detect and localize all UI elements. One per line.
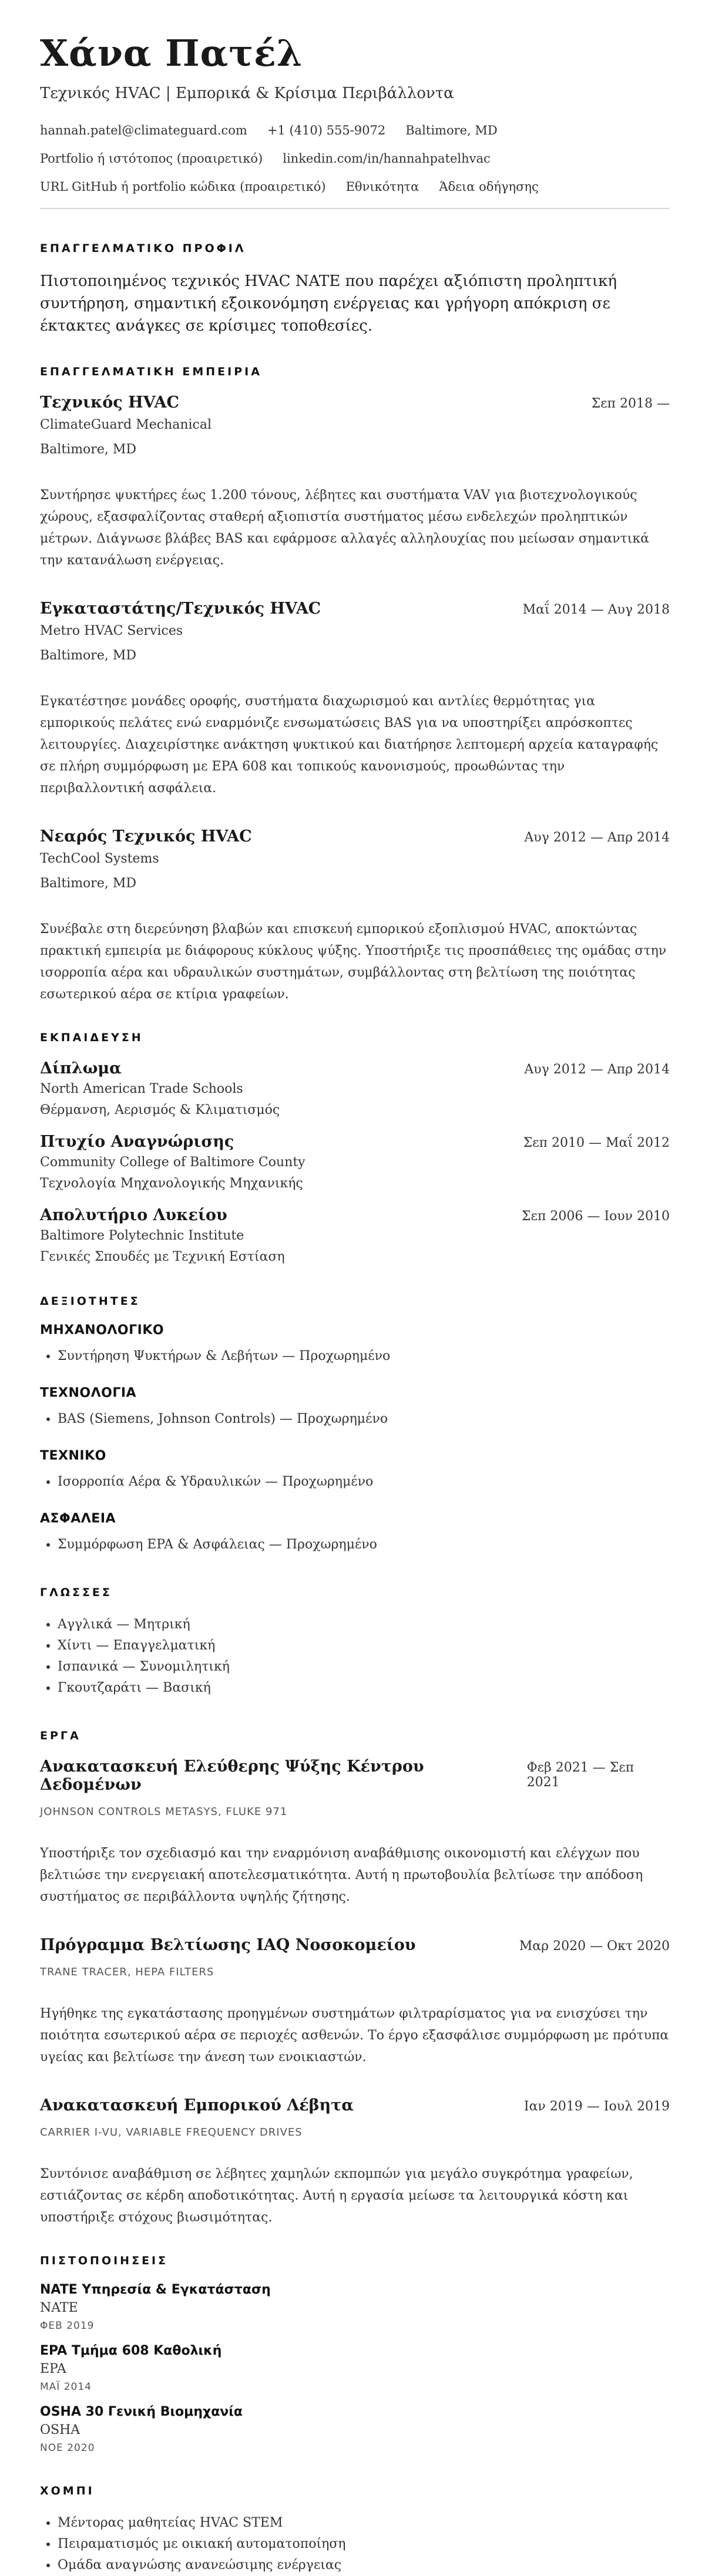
education-date: Σεπ 2006 — Ιουν 2010	[521, 1209, 670, 1224]
section-title-projects: ΕΡΓΑ	[40, 1729, 81, 1742]
skill-list	[40, 1346, 670, 1367]
education-item	[40, 1059, 670, 1120]
candidate-name: Χάνα Πατέλ	[40, 32, 303, 75]
certification-name: NATE Υπηρεσία & Εγκατάσταση	[40, 2282, 271, 2297]
degree-title: Δίπλωμα	[40, 1059, 122, 1077]
experience-item	[40, 600, 670, 799]
section-title-profile: ΕΠΑΓΓΕΛΜΑΤΙΚΟ ΠΡΟΦΙΛ	[40, 242, 246, 255]
education-item	[40, 1133, 670, 1193]
phone-link[interactable]: +1 (410) 555-9072	[267, 123, 386, 137]
skill-item: • BAS (Siemens, Johnson Controls) — Προχωρημένο	[58, 1409, 670, 1430]
certification-date: ΜΑΪ 2014	[40, 2381, 92, 2393]
language-item: • Αγγλικά — Μητρική	[58, 1614, 670, 1635]
project-item	[40, 2096, 670, 2228]
experience-item	[40, 393, 670, 571]
skill-category: ΤΕΧΝΙΚΟ	[40, 1449, 106, 1463]
certification-item	[40, 2282, 670, 2332]
certification-issuer: EPA	[40, 2362, 66, 2376]
project-description: Ηγήθηκε της εγκατάστασης προηγμένων συστημάτων φιλτραρίσματος για να ενισχύσει την ποιότητα εσωτερικού αέρα σε περιοχές ασθενών. Το έργο εξασφάλισε συμμόρφωση με πρότυπα υγείας και βελτίωσε την άνεση των ενοικιαστών.	[40, 2006, 669, 2065]
job-date: Σεπ 2018 —	[591, 396, 670, 411]
language-list	[40, 1614, 670, 1699]
project-item	[40, 1757, 670, 1908]
section-title-hobbies: ΧΟΜΠΙ	[40, 2484, 95, 2497]
project-tech: CARRIER I-VU, VARIABLE FREQUENCY DRIVES	[40, 2126, 303, 2139]
contact-row-2	[40, 151, 670, 166]
degree-title: Απολυτήριο Λυκείου	[40, 1206, 227, 1224]
section-title-experience: ΕΠΑΓΓΕΛΜΑΤΙΚΗ ΕΜΠΕΙΡΙΑ	[40, 365, 262, 378]
education-date: Αυγ 2012 — Απρ 2014	[524, 1062, 670, 1077]
email-link[interactable]: hannah.patel@climateguard.com	[40, 123, 247, 137]
field-of-study: Τεχνολογία Μηχανολογικής Μηχανικής	[40, 1176, 303, 1191]
project-date: Μαρ 2020 — Οκτ 2020	[519, 1939, 670, 1954]
job-title: Νεαρός Τεχνικός HVAC	[40, 827, 252, 846]
job-description: Εγκατέστησε μονάδες οροφής, συστήματα διαχωρισμού και αντλίες θερμότητας για εμπορικούς πελάτες ενώ εναρμόνιζε ενσωματώσεις BAS για να υποστηρίξει απρόσκοπτες λειτουργίες. Διαχειρίστηκε ανάκτηση ψυκτικού και διατήρησε λεπτομερή αρχεία καταγραφής σε πλήρη συμμόρφωση με EPA 608 και τοπικούς κανονισμούς, προωθώντας την περιβαλλοντική ασφάλεια.	[40, 694, 659, 796]
project-title: Πρόγραμμα Βελτίωσης IAQ Νοσοκομείου	[40, 1936, 416, 1954]
contact-row-3	[40, 180, 670, 194]
certification-date: ΦΕΒ 2019	[40, 2320, 95, 2332]
skill-item: • Συμμόρφωση EPA & Ασφάλειας — Προχωρημένο	[58, 1534, 670, 1555]
field-of-study: Θέρμανση, Αερισμός & Κλιματισμός	[40, 1103, 280, 1117]
hobby-item: • Μέντορας μαθητείας HVAC STEM	[58, 2513, 670, 2534]
project-tech: JOHNSON CONTROLS METASYS, FLUKE 971	[40, 1806, 288, 1818]
project-item	[40, 1936, 670, 2068]
job-title: Τεχνικός HVAC	[40, 393, 179, 412]
school-name: Baltimore Polytechnic Institute	[40, 1228, 244, 1243]
job-title: Εγκαταστάτης/Τεχνικός HVAC	[40, 600, 321, 618]
hobby-list	[40, 2513, 670, 2576]
certification-item	[40, 2405, 670, 2454]
location-text: Baltimore, MD	[405, 123, 498, 137]
job-location: Baltimore, MD	[40, 876, 136, 891]
project-date: Φεβ 2021 — Σεπ 2021	[526, 1760, 634, 1790]
skill-item: • Συντήρηση Ψυκτήρων & Λεβήτων — Προχωρημένο	[58, 1346, 670, 1367]
skill-item: • Ισορροπία Αέρα & Υδραυλικών — Προχωρημένο	[58, 1471, 670, 1493]
job-location: Baltimore, MD	[40, 648, 136, 663]
certification-name: EPA Τμήμα 608 Καθολική	[40, 2343, 222, 2358]
job-description: Συντήρησε ψυκτήρες έως 1.200 τόνους, λέβητες και συστήματα VAV για βιοτεχνολογικούς χώρους, εξασφαλίζοντας σταθερή αξιοπιστία συστήματος μέσω ενδελεχών προληπτικών μέτρων. Διάγνωσε βλάβες BAS και εφάρμοσε αλλαγές αλληλουχίας που μείωσαν σημαντικά την κατανάλωση ενέργειας.	[40, 488, 649, 568]
school-name: North American Trade Schools	[40, 1082, 243, 1096]
skill-category: ΜΗΧΑΝΟΛΟΓΙΚΟ	[40, 1323, 164, 1338]
hobby-item: • Ομάδα αναγνώσης ανανεώσιμης ενέργειας	[58, 2555, 670, 2576]
school-name: Community College of Baltimore County	[40, 1155, 306, 1170]
job-location: Baltimore, MD	[40, 442, 136, 457]
education-item	[40, 1206, 670, 1267]
skill-category: ΑΣΦΑΛΕΙΑ	[40, 1511, 116, 1526]
certification-issuer: OSHA	[40, 2423, 80, 2437]
project-title: Ανακατασκευή Εμπορικού Λέβητα	[40, 2096, 354, 2114]
hobby-item: • Πειραματισμός με οικιακή αυτοματοποίηση	[58, 2534, 670, 2555]
language-item: • Χίντι — Επαγγελματική	[58, 1635, 670, 1656]
certification-issuer: NATE	[40, 2301, 78, 2315]
profile-summary: Πιστοποιημένος τεχνικός HVAC NATE που παρέχει αξιόπιστη προληπτική συντήρηση, σημαντική εξοικονόμηση ενέργειας και γρήγορη απόκριση σε έκτακτες ανάγκες σε κρίσιμες τοποθεσίες.	[40, 272, 617, 335]
job-date: Μαΐ 2014 — Αυγ 2018	[522, 602, 670, 617]
job-date: Αυγ 2012 — Απρ 2014	[524, 830, 670, 845]
skill-list	[40, 1534, 670, 1555]
github-link[interactable]: URL GitHub ή portfolio κώδικα (προαιρετικό)	[40, 180, 326, 194]
language-item: • Γκουτζαράτι — Βασική	[58, 1678, 670, 1699]
certification-item	[40, 2343, 670, 2393]
job-company: Metro HVAC Services	[40, 624, 183, 638]
experience-item	[40, 827, 670, 1005]
section-title-languages: ΓΛΩΣΣΕΣ	[40, 1586, 112, 1599]
header-divider	[40, 208, 670, 209]
section-title-education: ΕΚΠΑΙΔΕΥΣΗ	[40, 1031, 143, 1044]
skill-category: ΤΕΧΝΟΛΟΓΙΑ	[40, 1386, 137, 1400]
degree-title: Πτυχίο Αναγνώρισης	[40, 1133, 234, 1151]
job-description: Συνέβαλε στη διερεύνηση βλαβών και επισκευή εμπορικού εξοπλισμού HVAC, αποκτώντας πρακτική εμπειρία με διάφορους κύκλους ψύξης. Υποστήριξε τις προσπάθειες της ομάδας στην ισορροπία αέρα και υδραυλικών συστημάτων, συμβάλλοντας στη βελτίωση της ποιότητας εσωτερικού αέρα σε κτίρια γραφείων.	[40, 922, 667, 1002]
contact-row-1	[40, 123, 670, 137]
job-company: ClimateGuard Mechanical	[40, 417, 212, 432]
section-title-certifications: ΠΙΣΤΟΠΟΙΗΣΕΙΣ	[40, 2254, 169, 2267]
language-item: • Ισπανικά — Συνομιλητική	[58, 1656, 670, 1678]
linkedin-link[interactable]: linkedin.com/in/hannahpatelhvac	[283, 151, 491, 166]
project-description: Υποστήριξε τον σχεδιασμό και την εναρμόνιση αναβάθμισης οικονομιστή και ελέγχων που βελτιώσε την ενεργειακή αποτελεσματικότητα. Αυτή η πρωτοβουλία βελτίωσε την απόδοση συστήματος σε περιβάλλοντα υψηλής ζήτησης.	[40, 1846, 643, 1904]
project-date: Ιαν 2019 — Ιουλ 2019	[523, 2099, 670, 2114]
education-date: Σεπ 2010 — Μαΐ 2012	[523, 1136, 670, 1150]
certification-date: ΝΟΕ 2020	[40, 2442, 95, 2454]
nationality-text: Εθνικότητα	[345, 180, 419, 194]
section-title-skills: ΔΕΞΙΟΤΗΤΕΣ	[40, 1295, 140, 1308]
certification-name: OSHA 30 Γενική Βιομηχανία	[40, 2405, 243, 2419]
driving-license-text: Άδεια οδήγησης	[439, 180, 539, 194]
skill-list	[40, 1409, 670, 1430]
project-description: Συντόνισε αναβάθμιση σε λέβητες χαμηλών εκπομπών για μεγάλο συγκρότημα γραφείων, εστιάζοντας σε κέρδη αποδοτικότητας. Αυτή η εργασία μείωσε τα λειτουργικά κόστη και υποστήριξε στόχους βιωσιμότητας.	[40, 2167, 633, 2225]
field-of-study: Γενικές Σπουδές με Τεχνική Εστίαση	[40, 1250, 285, 1264]
headline: Τεχνικός HVAC | Εμπορικά & Κρίσιμα Περιβάλλοντα	[40, 85, 454, 102]
job-company: TechCool Systems	[40, 851, 159, 866]
project-title: Ανακατασκευή Ελεύθερης Ψύξης Κέντρου Δεδομένων	[40, 1757, 424, 1794]
skill-list	[40, 1471, 670, 1493]
project-tech: TRANE TRACER, HEPA FILTERS	[40, 1966, 214, 1978]
portfolio-link[interactable]: Portfolio ή ιστότοπος (προαιρετικό)	[40, 151, 263, 166]
